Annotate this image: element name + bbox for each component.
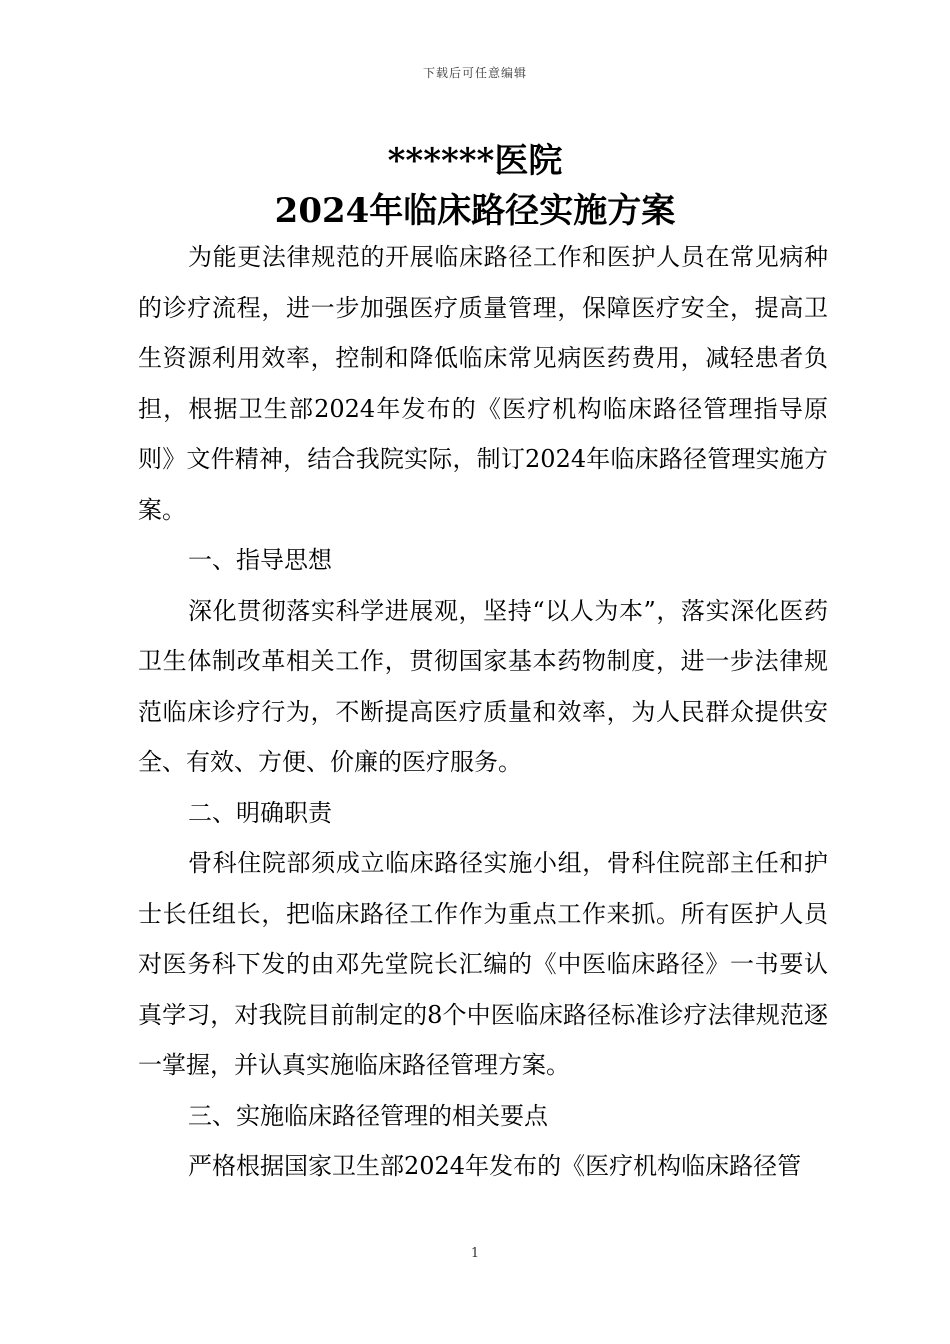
title-plan-name: 2024年临床路径实施方案 [274, 191, 676, 231]
section-heading-guiding-thought: 一、指导思想 [188, 546, 332, 574]
section-heading-key-points: 三、实施临床路径管理的相关要点 [188, 1101, 548, 1130]
title-hospital-name: ******医院 [387, 141, 563, 181]
header-note: 下载后可任意编辑 [422, 66, 527, 80]
section-responsibilities-text: 骨科住院部须成立临床路径实施小组，骨科住院部主任和护士长任组长，把临床路径工作作为重点工作来抓。所有医护人员对医务科下发的由邓先堂院长汇编的《中医临床路径》一书要认真学习，对我院目前制定的8个中医临床路径标准诊疗法律规范逐一掌握，并认真实施临床路径管理方案。 [138, 849, 828, 1079]
section-key-points-text: 严格根据国家卫生部2024年发布的《医疗机构临床路径管 [188, 1152, 802, 1180]
document-body [138, 232, 828, 1192]
section-heading-responsibilities: 二、明确职责 [188, 798, 332, 827]
section-guiding-thought-text: 深化贯彻落实科学进展观，坚持“以人为本”，落实深化医药卫生体制改革相关工作，贯彻国家基本药物制度，进一步法律规范临床诊疗行为，不断提高医疗质量和效率，为人民群众提供安全、有效、方便、价廉的医疗服务。 [138, 596, 828, 776]
document-title [0, 136, 950, 236]
page-number: 1 [470, 1246, 480, 1261]
intro-paragraph: 为能更法律规范的开展临床路径工作和医护人员在常见病种的诊疗流程，进一步加强医疗质量管理，保障医疗安全，提高卫生资源利用效率，控制和降低临床常见病医药费用，减轻患者负担，根据卫生部2024年发布的《医疗机构临床路径管理指导原则》文件精神，结合我院实际，制订2024年临床路径管理实施方案。 [138, 243, 828, 524]
